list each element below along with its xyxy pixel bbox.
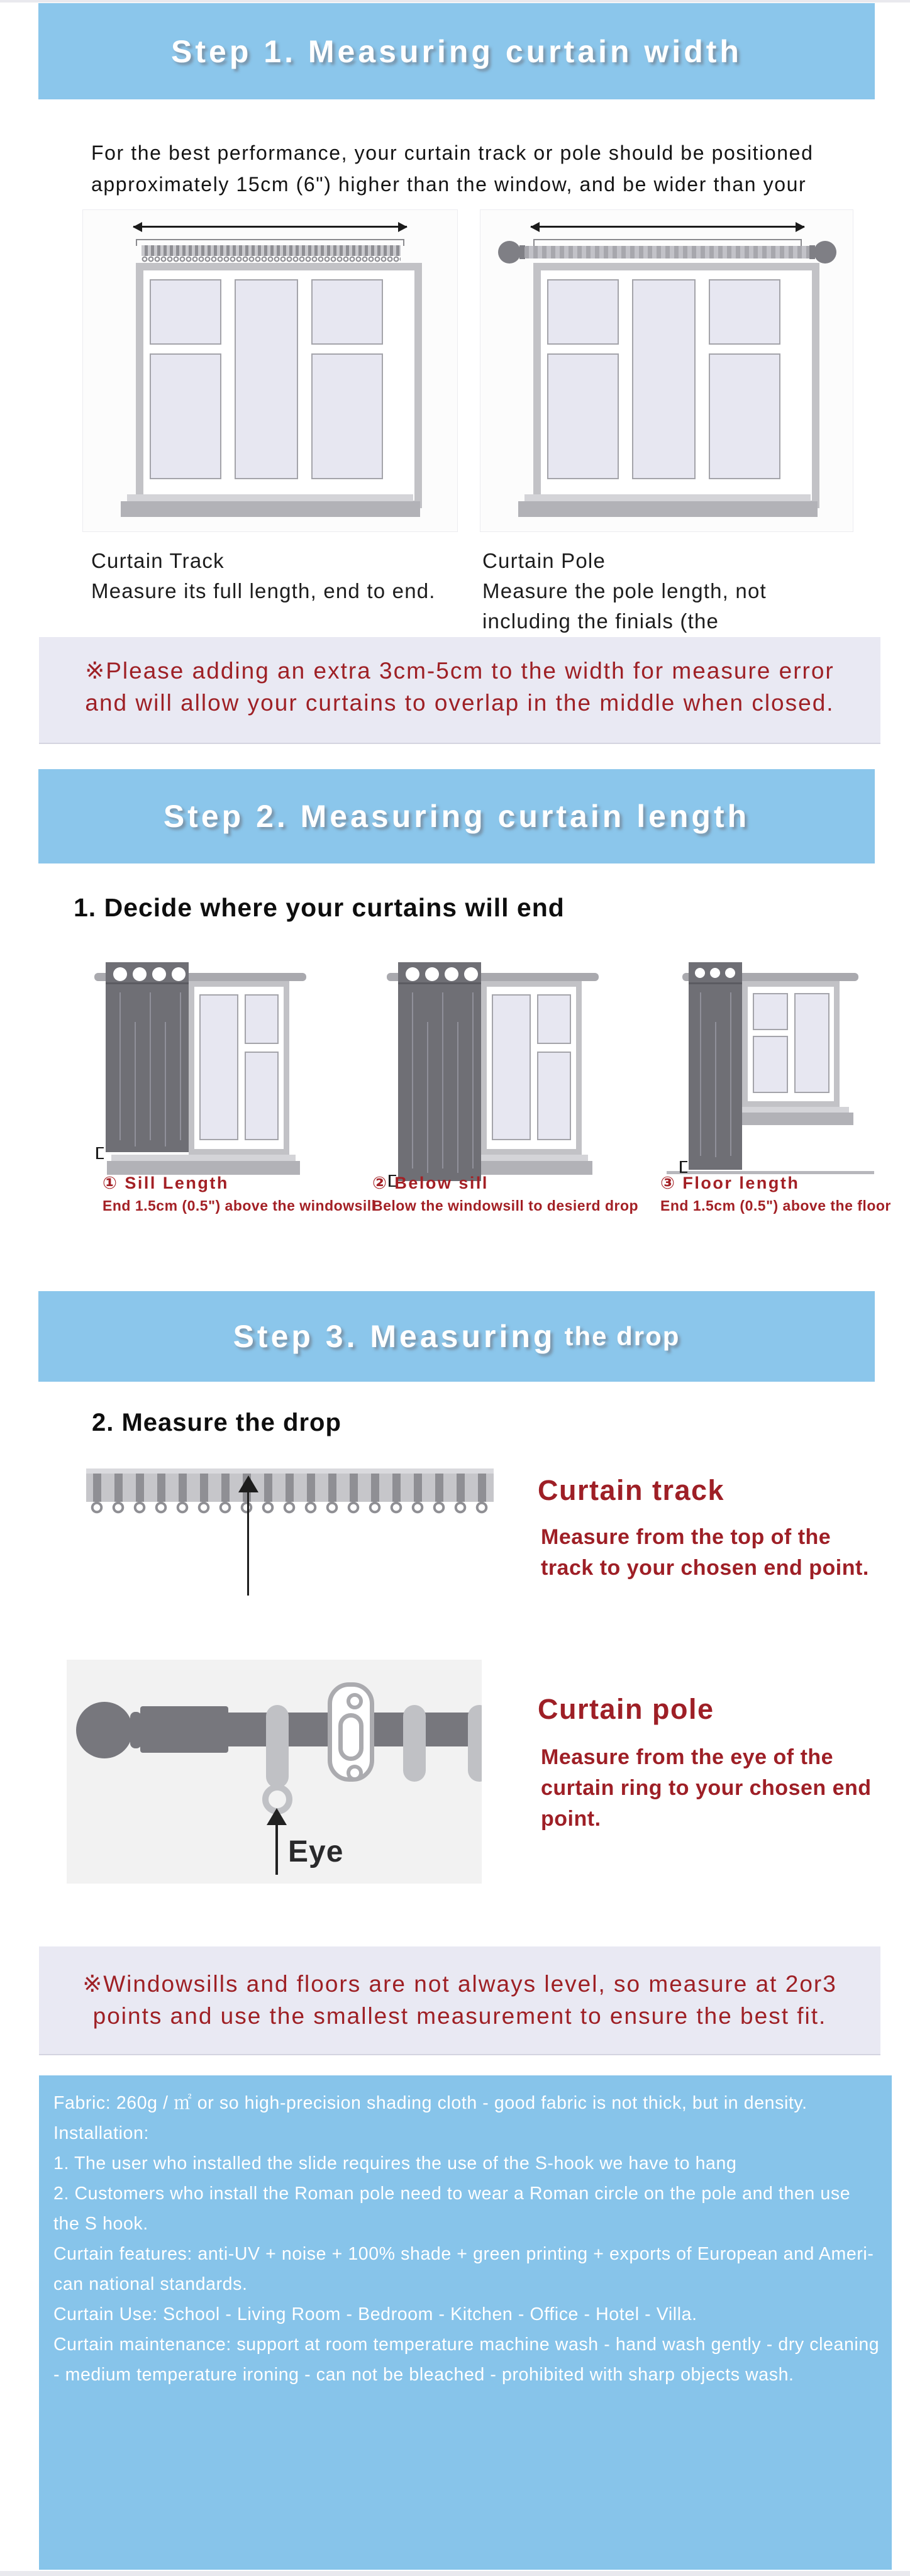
window-pane [537,1052,571,1140]
info-line: Curtain features: anti-UV + noise + 100% shade + green printing + exports of European and Ameri- [53,2244,874,2264]
info-line: 1. The user who installed the slide requires the use of the S-hook we have to hang [53,2153,737,2174]
curtain-fold [427,1022,428,1173]
window-pane [547,279,619,345]
window-pane [709,353,780,479]
window-frame [136,263,422,508]
measure-bracket-icon [680,1161,687,1173]
grommet-icon [152,967,166,981]
curtain-ring [266,1705,289,1788]
curtain-fold [472,992,474,1169]
pole-desc-line2: curtain ring to your chosen end [541,1776,872,1800]
top-edge-line [0,0,910,3]
option-number: ② [372,1174,389,1192]
eye-arrow-stem [275,1824,278,1875]
window-sill [733,1107,849,1113]
window-pane [311,353,383,479]
pole-caption-title: Curtain Pole [482,549,606,572]
floor-length-diagram [679,962,887,1179]
curtain-panel [689,962,742,1170]
step2-heading: 1. Decide where your curtains will end [74,893,565,922]
curtain-fold [150,992,151,1140]
step3-banner [38,1291,875,1382]
measure-line [533,239,802,240]
product-info-panel [39,2075,892,2570]
pole-caption-desc1: Measure the pole length, not [482,579,767,602]
floor-length-label [660,1174,799,1193]
width-note-line1: ※Please adding an extra 3cm-5cm to the width for measure error [85,658,835,684]
curtain-fold [457,1022,458,1173]
bracket-saddle [338,1713,363,1761]
window-frame [481,981,582,1155]
floor-length-desc: End 1.5cm (0.5") above the floor [660,1197,891,1214]
window-pane [709,279,780,345]
measure-line [136,239,404,240]
track-caption-desc: Measure its full length, end to end. [91,579,436,602]
drop-arrow-head-icon [238,1475,258,1492]
info-line: Fabric: 260g / ㎡ or so high-precision shading cloth - good fabric is not thick, but in density. [53,2093,807,2113]
window-pane [632,279,696,479]
window-frame [189,981,289,1155]
sill-length-desc: End 1.5cm (0.5") above the windowsill [103,1197,376,1214]
option-number: ③ [660,1174,677,1192]
info-line: can national standards. [53,2274,248,2294]
measure-bracket-icon [96,1147,104,1159]
window-pane [492,994,531,1140]
curtain-ring [403,1705,426,1782]
grommet-icon [464,967,478,981]
track-strip-diagram [86,1468,494,1519]
track-title: Curtain track [538,1474,725,1506]
step3-banner-subtitle: the drop [564,1321,680,1351]
curtain-fold [730,992,731,1156]
eye-arrow-head-icon [267,1808,287,1825]
window-pane [245,1052,279,1140]
sill-length-diagram [88,962,314,1179]
window-pane [753,1036,788,1093]
track-caption [91,546,436,606]
option-title: Below sill [394,1174,489,1192]
curtain-fold [135,1022,136,1146]
pole-caption-desc2: including the finials (the [482,609,719,633]
curtain-ring [468,1705,482,1782]
pole-desc [541,1742,872,1835]
track-desc-line1: Measure from the top of the [541,1525,831,1549]
width-note-line2: and will allow your curtains to overlap in the middle when closed. [85,690,835,716]
eye-label: Eye [288,1835,344,1868]
window-pane [753,993,788,1030]
pole-desc-line3: point. [541,1807,601,1831]
below-sill-diagram [380,962,607,1182]
step1-intro-line2: approximately 15cm (6") higher than the window, and be wider than your [91,173,807,196]
level-note-band [39,1946,880,2055]
curtain-fold [119,992,121,1140]
sill-length-label [103,1174,229,1193]
width-double-arrow-icon [531,226,804,228]
window-sill-base [518,501,818,517]
curtain-track-diagram [82,209,458,532]
track-bar [141,245,401,256]
track-caption-title: Curtain Track [91,549,225,572]
window-sill-base [107,1161,300,1175]
step1-intro-line1: For the best performance, your curtain track or pole should be positioned [91,142,814,164]
pole-eye-diagram [67,1660,482,1884]
info-line: - medium temperature ironing - can not be bleached - prohibited with sharp objects wash. [53,2365,794,2385]
window-frame [742,981,840,1107]
grommet-icon [172,967,186,981]
step3-heading: 2. Measure the drop [92,1409,341,1436]
pole-end-section [140,1706,228,1753]
level-note-line2: points and use the smallest measurement to ensure the best fit. [92,2003,827,2029]
pole-caption [482,546,767,636]
window-sill-base [728,1113,853,1125]
curtain-fold [180,992,181,1140]
track-desc [541,1522,869,1584]
step1-banner-title: Step 1. Measuring curtain width [171,33,742,69]
window-pane [311,279,383,345]
window-sill-base [121,501,420,517]
grommet-icon [725,968,735,978]
curtain-fold [700,992,701,1156]
curtain-panel [398,962,481,1181]
bracket-screw-hole [347,1693,363,1709]
grommet-icon [695,968,705,978]
step1-intro-text [91,137,813,200]
grommet-icon [113,967,127,981]
grommet-icon [710,968,720,978]
curtain-fold [412,992,413,1169]
pole-bar [524,246,811,258]
info-line: Installation: [53,2123,149,2143]
window-pane [150,353,221,479]
curtain-fold [715,1022,716,1157]
pole-title: Curtain pole [538,1693,714,1725]
grommet-icon [445,967,458,981]
pole-finial-ball [76,1702,133,1758]
drop-arrow-stem [247,1492,249,1596]
below-sill-label [372,1174,489,1193]
step2-banner-title: Step 2. Measuring curtain length [163,799,750,834]
window-pane [794,993,830,1093]
window-frame [533,263,819,508]
option-title: Floor length [682,1174,800,1192]
step1-banner [38,3,875,99]
grommet-icon [425,967,439,981]
window-pane [547,353,619,479]
grommet-icon [133,967,147,981]
curtain-fold [442,992,443,1169]
bottom-edge-line [0,2571,910,2576]
curtain-fold [165,1022,166,1146]
curtain-panel [106,962,189,1152]
window-pane [245,994,279,1044]
width-note-band [39,637,880,744]
window-pane [199,994,238,1140]
info-line: 2. Customers who install the Roman pole need to wear a Roman circle on the pole and then use [53,2184,851,2204]
info-line: Curtain Use: School - Living Room - Bedroom - Kitchen - Office - Hotel - Villa. [53,2304,697,2324]
info-line: Curtain maintenance: support at room temperature machine wash - hand wash gently - dry cleaning [53,2334,880,2355]
below-sill-desc: Below the windowsill to desierd drop [372,1197,639,1214]
window-pane [150,279,221,345]
window-pane [537,994,571,1044]
pole-finial-left [498,241,521,264]
step2-banner [38,769,875,863]
pole-desc-line1: Measure from the eye of the [541,1745,834,1769]
info-line: the S hook. [53,2214,148,2234]
option-title: Sill Length [125,1174,229,1192]
curtain-pole-diagram [480,209,853,532]
track-top-edge [86,1468,494,1474]
option-number: ① [103,1174,119,1192]
grommet-icon [406,967,419,981]
window-sill [111,1155,296,1161]
window-sill [524,494,811,501]
track-bar [86,1474,494,1502]
track-hooks [86,1502,494,1514]
track-desc-line2: track to your chosen end point. [541,1556,869,1580]
bracket-screw-hole [347,1765,363,1781]
window-pane [235,279,298,479]
level-note-line1: ※Windowsills and floors are not always level, so measure at 2or3 [82,1971,837,1997]
width-double-arrow-icon [133,226,407,228]
pole-finial-right [814,241,836,264]
step3-banner-title: Step 3. Measuring [233,1319,556,1354]
window-sill [127,494,413,501]
pole-bracket [328,1682,374,1782]
